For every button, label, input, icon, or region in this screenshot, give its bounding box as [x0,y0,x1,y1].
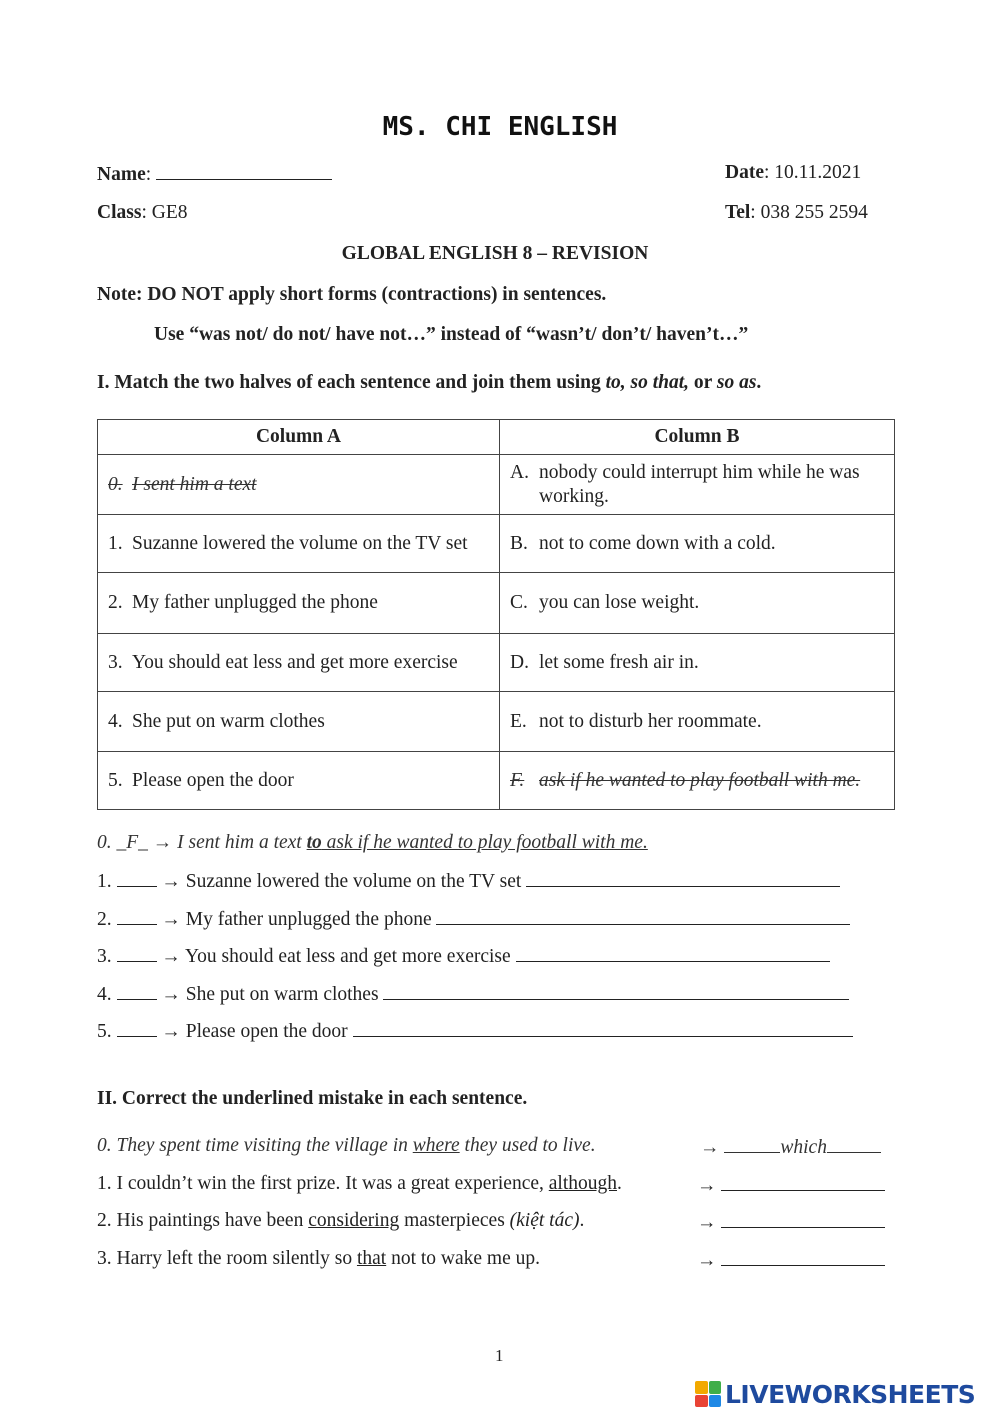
answer-number: 2. [97,909,112,930]
item-after: masterpieces [399,1210,510,1231]
item-mistake: that [356,1248,387,1269]
heading-end: . [756,372,762,393]
answer-stem: → Suzanne lowered the volume on the TV set [161,871,522,892]
answer-line-4 [97,982,849,1006]
item-after: not to wake me up. [386,1248,541,1269]
answer-letter-blank[interactable] [117,869,157,887]
column-a-cell [98,515,500,573]
tel-value: 038 255 2594 [760,202,868,223]
class-value: GE8 [151,202,188,223]
row-b-text: not to come down with a cold. [539,532,776,554]
column-a-cell [98,573,500,634]
answer-completion-blank[interactable] [516,944,830,962]
logo-text: LIVEWORKSHEETS [725,1379,976,1409]
answer-completion-blank[interactable] [436,907,850,925]
blank-line [827,1135,881,1153]
column-a-cell [98,692,500,752]
section-2-example [97,1135,596,1157]
row-a-text: She put on warm clothes [132,710,325,732]
date-row: Date: 10.11.2021 [725,162,862,183]
heading-to-so-that: to, so that, [605,372,690,393]
row-letter: F. [510,769,525,791]
correction-item-2 [97,1210,584,1232]
answer-line-2 [97,907,850,931]
answer-line-3 [97,944,830,968]
item-after-2: . [579,1210,585,1231]
column-a-cell [98,455,500,515]
correction-answer-1 [697,1173,885,1197]
row-number: 1. [108,532,123,554]
heading-so-as: so as [716,372,757,393]
blank-line [724,1135,780,1153]
correction-answer-3 [697,1248,885,1272]
table-row [98,573,895,634]
column-a-cell [98,752,500,810]
page-number: 1 [495,1346,504,1365]
date-value: 10.11.2021 [774,162,862,183]
worksheet-subtitle: GLOBAL ENGLISH 8 – REVISION [341,243,649,264]
column-a-header: Column A [98,420,500,455]
row-b-text: let some fresh air in. [539,651,699,673]
row-number: 0. [108,473,123,495]
name-label: Name [97,164,146,185]
answer-line-5 [97,1019,853,1043]
section-1-heading-text: I. Match the two halves of each sentence and join them using [97,372,606,393]
row-number: 3. [108,651,123,673]
item-before: 3. Harry left the room silently so [97,1248,357,1269]
column-b-cell [500,455,895,515]
name-row: Name: [97,162,332,186]
column-a-cell [98,634,500,692]
table-row [98,634,895,692]
example-prefix: 0. _F_ → I sent him a text [97,832,307,853]
liveworksheets-logo[interactable] [695,1378,975,1410]
heading-or: or [689,372,717,393]
correction-blank[interactable] [721,1210,885,1228]
item-before: 1. I couldn’t win the first prize. It was a great experience, [97,1173,549,1194]
column-b-cell [500,692,895,752]
answer-completion-blank[interactable] [526,869,840,887]
tel-label: Tel [725,202,751,223]
answer-line-1 [97,869,840,893]
answer-letter-blank[interactable] [117,944,157,962]
item-before: 2. His paintings have been [97,1210,309,1231]
answer-number: 4. [97,984,112,1005]
correction-item-1 [97,1173,622,1195]
liveworksheets-logo-icon [695,1381,721,1407]
answer-number: 3. [97,946,112,967]
answer-letter-blank[interactable] [117,982,157,1000]
row-number: 2. [108,592,123,613]
correction-blank[interactable] [721,1248,885,1266]
note-line-2: Use “was not/ do not/ have not…” instead of “wasn’t/ don’t/ haven’t…” [154,324,749,345]
row-b-text: not to disturb her roommate. [539,710,762,732]
row-a-text: My father unplugged the phone [132,592,378,613]
column-b-cell [500,515,895,573]
row-letter: E. [510,710,527,732]
column-b-cell [500,752,895,810]
row-a-text: Please open the door [132,769,294,791]
row-letter: C. [510,592,528,613]
item-after: . [617,1173,622,1194]
section-2-example-answer [700,1135,881,1159]
arrow-icon: → [697,1212,717,1233]
example-mistake: where [412,1135,460,1156]
section-2-heading: II. Correct the underlined mistake in each sentence. [97,1088,528,1109]
arrow-icon: → [700,1137,720,1158]
row-b-text: nobody could interrupt him while he was working. [539,461,860,507]
answer-stem: → She put on warm clothes [161,984,379,1005]
table-row [98,752,895,810]
table-row [98,692,895,752]
document-title: MS. CHI ENGLISH [382,112,618,142]
answer-completion-blank[interactable] [353,1019,853,1037]
row-number: 5. [108,769,123,791]
row-letter: A. [510,461,529,483]
class-row: Class: GE8 [97,202,188,223]
item-mistake: although [548,1173,618,1194]
answer-number: 5. [97,1021,112,1042]
example-connector: to [306,832,322,853]
column-b-cell [500,573,895,634]
example-after: they used to live. [459,1135,596,1156]
column-b-cell [500,634,895,692]
name-blank[interactable] [156,162,332,180]
row-letter: B. [510,532,528,554]
note-line-1: Note: DO NOT apply short forms (contractions) in sentences. [97,284,607,305]
answer-number: 1. [97,871,112,892]
tel-row: Tel: 038 255 2594 [725,202,868,223]
answer-completion-blank[interactable] [383,982,849,1000]
example-rest: ask if he wanted to play football with me. [321,832,648,853]
matching-table [97,419,895,810]
answer-stem: → You should eat less and get more exercise [161,946,511,967]
row-a-text: You should eat less and get more exercise [132,651,458,673]
section-1-heading [97,372,761,394]
answer-letter-blank[interactable] [117,1019,157,1037]
item-note: (kiệt tác) [509,1210,580,1231]
section-1-example [97,832,648,854]
arrow-icon: → [697,1175,717,1196]
row-letter: D. [510,651,529,673]
item-mistake: considering [308,1210,400,1231]
example-before: 0. They spent time visiting the village in [97,1135,413,1156]
arrow-icon: → [697,1250,717,1271]
answer-letter-blank[interactable] [117,907,157,925]
row-a-text: I sent him a text [132,473,257,495]
table-row [98,455,895,515]
column-b-header: Column B [500,420,895,455]
correction-answer-2 [697,1210,885,1234]
correction-blank[interactable] [721,1173,885,1191]
class-label: Class [97,202,142,223]
row-a-text: Suzanne lowered the volume on the TV set [132,532,468,554]
table-row [98,515,895,573]
correction-item-3 [97,1248,540,1270]
answer-stem: → Please open the door [161,1021,348,1042]
row-number: 4. [108,710,123,732]
row-b-text: ask if he wanted to play football with me. [539,769,861,791]
example-answer: which [780,1137,827,1158]
row-b-text: you can lose weight. [539,592,700,613]
answer-stem: → My father unplugged the phone [161,909,432,930]
date-label: Date [725,162,764,183]
